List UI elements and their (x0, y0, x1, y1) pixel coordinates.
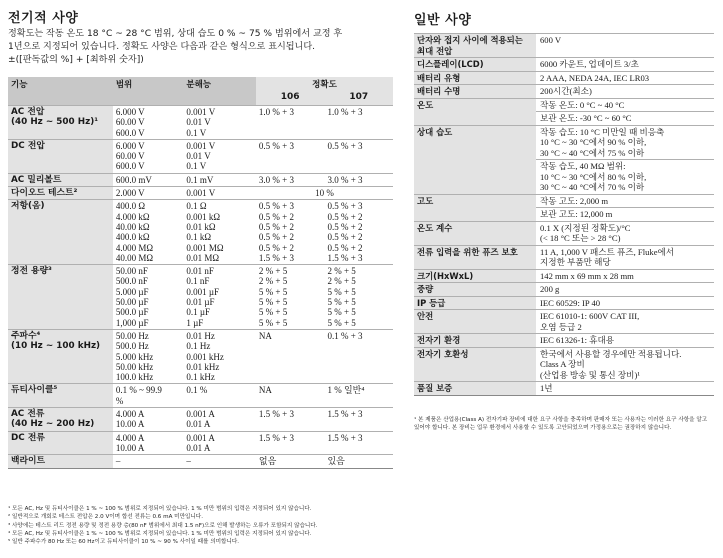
range-cell: 6.000 V 60.00 V 600.0 V (113, 106, 184, 140)
general-row (414, 98, 714, 112)
general-value: 보관 고도: 12,000 m (536, 208, 714, 222)
resolution-cell: 0.001 V (183, 187, 256, 200)
accuracy-106-cell: NA (256, 384, 325, 408)
general-row (414, 34, 714, 58)
resolution-cell: 0.001 A 0.01 A (183, 431, 256, 455)
range-cell: 50.00 Hz 500.0 Hz 5.000 kHz 50.00 kHz 100.0 kHz (113, 329, 184, 383)
general-row (414, 125, 714, 160)
general-value: 작동 습도, 40 MΩ 범위: 10 °C ~ 30 °C에서 80 % 이하, 30 °C ~ 40 °C에서 70 % 이하 (536, 160, 714, 195)
general-row (414, 310, 714, 334)
accuracy-107-cell: 1.5 % + 3 (324, 408, 393, 432)
range-cell: 6.000 V 60.00 V 600.0 V (113, 139, 184, 173)
general-spec-table (414, 33, 714, 396)
accuracy-106-cell: 2 % + 5 2 % + 5 5 % + 5 5 % + 5 5 % + 5 5 % + 5 (256, 265, 325, 330)
spec-row (8, 173, 393, 186)
footnote: ¹ 모든 AC, Hz 및 듀티사이클은 1 % ~ 100 % 범위로 지정되어 있습니다. 1 % 미만 범위의 입력은 지정되어 있지 않습니다. (8, 506, 312, 512)
spec-row (8, 384, 393, 408)
range-cell: 600.0 mV (113, 173, 184, 186)
general-row (414, 85, 714, 99)
general-row (414, 334, 714, 348)
resolution-cell: 0.1 % (183, 384, 256, 408)
resolution-cell: 0.001 V 0.01 V 0.1 V (183, 106, 256, 140)
general-label: 디스플레이(LCD) (414, 58, 536, 72)
spec-row (8, 431, 393, 455)
accuracy-intro (8, 28, 393, 68)
general-value: 600 V (536, 34, 714, 58)
resolution-cell: 0.001 A 0.01 A (183, 408, 256, 432)
general-label: 온도 계수 (414, 221, 536, 245)
spec-row (8, 408, 393, 432)
spec-row (8, 455, 393, 468)
accuracy-107-cell: 3.0 % + 3 (324, 173, 393, 186)
accuracy-107-cell: 1.5 % + 3 (324, 431, 393, 455)
function-cell: 저항(옴) (8, 200, 113, 265)
range-cell: 0.1 % ~ 99.9 % (113, 384, 184, 408)
general-value: 0.1 X (지정된 정확도)/°C (< 18 °C 또는 > 28 °C) (536, 221, 714, 245)
function-cell: AC 전압 (40 Hz ~ 500 Hz)¹ (8, 106, 113, 140)
accuracy-107-cell: 0.5 % + 3 0.5 % + 2 0.5 % + 2 0.5 % + 2 0.5 % + 2 1.5 % + 3 (324, 200, 393, 265)
resolution-cell: 0.01 nF 0.1 nF 0.001 µF 0.01 µF 0.1 µF 1 µF (183, 265, 256, 330)
spec-row (8, 139, 393, 173)
general-label: 중량 (414, 283, 536, 297)
general-row (414, 58, 714, 72)
function-cell: DC 전류 (8, 431, 113, 455)
general-specs-title: 일반 사양 (414, 13, 472, 28)
col-header-function: 기능 (8, 77, 113, 106)
general-label: 크기(HxWxL) (414, 269, 536, 283)
function-cell: AC 전류 (40 Hz ~ 200 Hz) (8, 408, 113, 432)
footnote: ² 일반적으로 개회로 테스트 전압은 2.0 V이며 합선 전류는 0.6 mA 미만입니다. (8, 514, 203, 521)
accuracy-107-cell: 있음 (324, 455, 393, 468)
general-value: IEC 60529: IP 40 (536, 296, 714, 310)
general-label: 단자와 접지 사이에 적용되는 최대 전압 (414, 34, 536, 58)
general-label: 품질 보증 (414, 382, 536, 396)
range-cell: 4.000 A 10.00 A (113, 408, 184, 432)
general-value: 11 A, 1,000 V 패스트 퓨즈, Fluke에서 지정한 부품만 해당 (536, 245, 714, 269)
general-value: 200시간(최소) (536, 85, 714, 99)
general-row (414, 382, 714, 396)
accuracy-107-cell: 0.5 % + 3 (324, 139, 393, 173)
function-cell: 주파수⁴ (10 Hz ~ 100 kHz) (8, 329, 113, 383)
general-value: 1년 (536, 382, 714, 396)
function-cell: 다이오드 테스트² (8, 187, 113, 200)
general-row (414, 194, 714, 208)
accuracy-106-cell: 3.0 % + 3 (256, 173, 325, 186)
col-header-resolution: 분해능 (183, 77, 256, 106)
col-header-range: 범위 (113, 77, 184, 106)
general-value: 142 mm x 69 mm x 28 mm (536, 269, 714, 283)
range-cell: 400.0 Ω 4.000 kΩ 40.00 kΩ 400.0 kΩ 4.000 MΩ 40.00 MΩ (113, 200, 184, 265)
general-value: 6000 카운트, 업데이트 3/초 (536, 58, 714, 72)
general-value: 한국에서 사용할 경우에만 적용됩니다. Class A 장비 (산업용 방송 및 통신 장비)¹ (536, 347, 714, 382)
footnote: ⁵ 일반 주파수가 80 Hz 또는 60 Hz이고 듀티사이클이 10 % ~ 90 % 사이일 때를 의미합니다. (8, 539, 240, 546)
general-row (414, 296, 714, 310)
function-cell: 백라이트 (8, 455, 113, 468)
footnote: ⁴ 모든 AC, Hz 및 듀티사이클은 1 % ~ 100 % 범위로 지정되어 있습니다. 1 % 미만 범위의 입력은 지정되어 있지 않습니다. (8, 530, 312, 537)
general-label: 상대 습도 (414, 125, 536, 194)
accuracy-cell: 10 % (256, 187, 393, 200)
spec-footnotes (8, 505, 393, 546)
function-cell: 듀티사이클⁵ (8, 384, 113, 408)
general-label: 배터리 수명 (414, 85, 536, 99)
general-label: IP 등급 (414, 296, 536, 310)
resolution-cell: 0.1 mV (183, 173, 256, 186)
resolution-cell: 0.1 Ω 0.001 kΩ 0.01 kΩ 0.1 kΩ 0.001 MΩ 0.01 MΩ (183, 200, 256, 265)
spec-row (8, 329, 393, 383)
spec-row (8, 187, 393, 200)
resolution-cell: 0.001 V 0.01 V 0.1 V (183, 139, 256, 173)
general-label: 안전 (414, 310, 536, 334)
general-value: 작동 고도: 2,000 m (536, 194, 714, 208)
col-header-106: 106 (256, 91, 325, 106)
general-value: 작동 온도: 0 °C ~ 40 °C (536, 98, 714, 112)
general-row (414, 283, 714, 297)
footnote: ³ 사양에는 테스트 리드 정전 용량 및 정전 용량 층(80 nF 범위에서 최대 1.5 nF)으로 인해 발생하는 오류가 포함되지 않습니다. (8, 522, 318, 529)
general-label: 배터리 유형 (414, 71, 536, 85)
general-value: IEC 61010-1: 600V CAT III, 오염 등급 2 (536, 310, 714, 334)
range-cell: 50.00 nF 500.0 nF 5.000 µF 50.00 µF 500.0 µF 1,000 µF (113, 265, 184, 330)
accuracy-107-cell: 1 % 일반⁴ (324, 384, 393, 408)
general-value: 200 g (536, 283, 714, 297)
accuracy-106-cell: 1.0 % + 3 (256, 106, 325, 140)
general-label: 고도 (414, 194, 536, 221)
general-value: 2 AAA, NEDA 24A, IEC LR03 (536, 71, 714, 85)
intro-line: ±([판독값의 %] + [최하위 숫자]) (8, 55, 144, 66)
accuracy-106-cell: 0.5 % + 3 (256, 139, 325, 173)
function-cell: DC 전압 (8, 139, 113, 173)
general-row (414, 347, 714, 382)
range-cell: – (113, 455, 184, 468)
electrical-spec-table (8, 77, 393, 469)
accuracy-106-cell: 없음 (256, 455, 325, 468)
accuracy-106-cell: 1.5 % + 3 (256, 408, 325, 432)
function-cell: AC 밀리볼트 (8, 173, 113, 186)
general-value: 작동 습도: 10 °C 미만일 때 비응축 10 °C ~ 30 °C에서 90 % 이하, 30 °C ~ 40 °C에서 75 % 이하 (536, 125, 714, 160)
general-row (414, 71, 714, 85)
col-header-107: 107 (324, 91, 393, 106)
general-row (414, 269, 714, 283)
range-cell: 4.000 A 10.00 A (113, 431, 184, 455)
resolution-cell: 0.01 Hz 0.1 Hz 0.001 kHz 0.01 kHz 0.1 kHz (183, 329, 256, 383)
general-row (414, 245, 714, 269)
accuracy-106-cell: NA (256, 329, 325, 383)
general-label: 전류 입력을 위한 퓨즈 보호 (414, 245, 536, 269)
accuracy-106-cell: 1.5 % + 3 (256, 431, 325, 455)
spec-row (8, 265, 393, 330)
general-label: 전자기 호환성 (414, 347, 536, 382)
range-cell: 2.000 V (113, 187, 184, 200)
general-row (414, 221, 714, 245)
col-header-accuracy: 정확도 (256, 77, 393, 91)
spec-row (8, 200, 393, 265)
general-label: 전자기 환경 (414, 334, 536, 348)
electrical-specs-title: 전기적 사양 (8, 11, 79, 26)
emc-note: ¹ 본 제품은 산업용(Class A) 전자기파 장비에 대한 요구 사항을 충족하며 판매자 또는 사용자는 이러한 요구 사항을 알고 있어야 합니다. 본 장비는 업무 환경에서 사용할 수 있도록 고안되었으며 가정용으로는 권장하지 않습니다. (414, 417, 708, 432)
intro-line: 1년으로 지정되어 있습니다. 정확도 사양은 다음과 같은 형식으로 표시됩니다. (8, 42, 316, 53)
intro-line: 정확도는 작동 온도 18 °C ~ 28 °C 범위, 상대 습도 0 % ~ 75 % 범위에서 교정 후 (8, 29, 343, 39)
accuracy-106-cell: 0.5 % + 3 0.5 % + 2 0.5 % + 2 0.5 % + 2 0.5 % + 2 1.5 % + 3 (256, 200, 325, 265)
resolution-cell: – (183, 455, 256, 468)
general-label: 온도 (414, 98, 536, 125)
accuracy-107-cell: 0.1 % + 3 (324, 329, 393, 383)
function-cell: 정전 용량³ (8, 265, 113, 330)
spec-row (8, 106, 393, 140)
accuracy-107-cell: 2 % + 5 2 % + 5 5 % + 5 5 % + 5 5 % + 5 5 % + 5 (324, 265, 393, 330)
general-value: 보관 온도: -30 °C ~ 60 °C (536, 112, 714, 126)
accuracy-107-cell: 1.0 % + 3 (324, 106, 393, 140)
general-value: IEC 61326-1: 휴대용 (536, 334, 714, 348)
